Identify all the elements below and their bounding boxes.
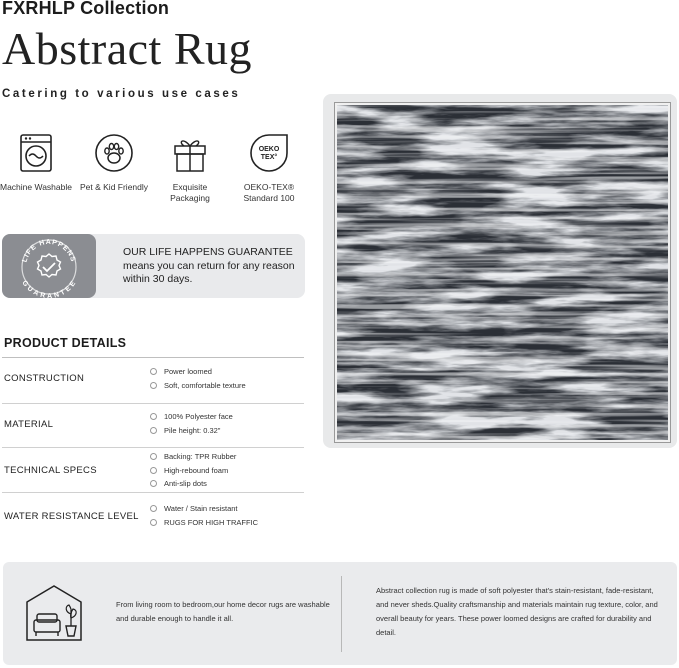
svg-text:OEKO: OEKO xyxy=(258,146,280,153)
feature-machine-washable xyxy=(0,133,72,193)
row-divider xyxy=(2,492,304,493)
guarantee-banner xyxy=(2,234,305,298)
detail-items xyxy=(150,365,246,392)
detail-label: MATERIAL xyxy=(4,419,54,430)
bottom-divider xyxy=(341,576,342,652)
feature-label: OEKO-TEX® Standard 100 xyxy=(243,182,295,203)
svg-text:LIFE HAPPENS: LIFE HAPPENS xyxy=(21,238,77,264)
detail-label: CONSTRUCTION xyxy=(4,373,85,384)
washing-machine-icon xyxy=(18,133,54,173)
detail-item: Soft, comfortable texture xyxy=(150,379,246,393)
product-details-heading: PRODUCT DETAILS xyxy=(4,336,127,350)
svg-text:TEX°: TEX° xyxy=(260,154,278,161)
guarantee-seal-icon xyxy=(2,234,96,298)
bottom-right-text: Abstract collection rug is made of soft polyester that's stain-resistant, fade-resistant, and never sheds.Quality craftsmanship and materials maintain rug texture, color, and overall beauty for years. These power loomed designs are crafted for durability and detail. xyxy=(376,586,658,637)
oeko-tex-icon xyxy=(249,133,289,173)
detail-items xyxy=(150,410,233,437)
detail-item: Anti-slip dots xyxy=(150,477,236,491)
paw-icon xyxy=(94,133,134,173)
detail-item: Power loomed xyxy=(150,365,246,379)
detail-label: WATER RESISTANCE LEVEL xyxy=(4,511,139,522)
detail-item: High-rebound foam xyxy=(150,464,236,478)
row-divider xyxy=(2,447,304,448)
feature-pet-kid xyxy=(78,133,150,193)
detail-item: Water / Stain resistant xyxy=(150,502,258,516)
home-armchair-plant-icon xyxy=(25,584,83,642)
detail-item: Pile height: 0.32" xyxy=(150,424,233,438)
bottom-info-panel xyxy=(3,562,677,665)
tagline: Catering to various use cases xyxy=(2,88,241,100)
rug-product-image xyxy=(335,103,670,442)
feature-label: Pet & Kid Friendly xyxy=(79,182,149,192)
gift-box-icon xyxy=(171,133,209,173)
detail-item: Backing: TPR Rubber xyxy=(150,450,236,464)
detail-item: 100% Polyester face xyxy=(150,410,233,424)
guarantee-text: OUR LIFE HAPPENS GUARANTEE means you can return for any reason within 30 days. xyxy=(123,246,295,285)
feature-list xyxy=(0,133,304,213)
rug-pattern xyxy=(337,105,668,440)
detail-label: TECHNICAL SPECS xyxy=(4,465,97,476)
bottom-left-text: From living room to bedroom,our home decor rugs are washable and durable enough to handle it all. xyxy=(116,600,330,623)
svg-text:GUARANTEE: GUARANTEE xyxy=(20,279,78,298)
feature-packaging xyxy=(154,133,226,204)
detail-items xyxy=(150,502,258,529)
brand-name: FXRHLP Collection xyxy=(2,0,170,18)
feature-label: Machine Washable xyxy=(0,182,72,192)
feature-label: Exquisite Packaging xyxy=(170,182,210,203)
detail-items xyxy=(150,450,236,491)
guarantee-badge xyxy=(2,234,96,298)
feature-oeko-tex xyxy=(233,133,305,204)
detail-item: RUGS FOR HIGH TRAFFIC xyxy=(150,516,258,530)
row-divider xyxy=(2,403,304,404)
product-title: Abstract Rug xyxy=(2,23,253,74)
details-divider xyxy=(2,357,304,358)
